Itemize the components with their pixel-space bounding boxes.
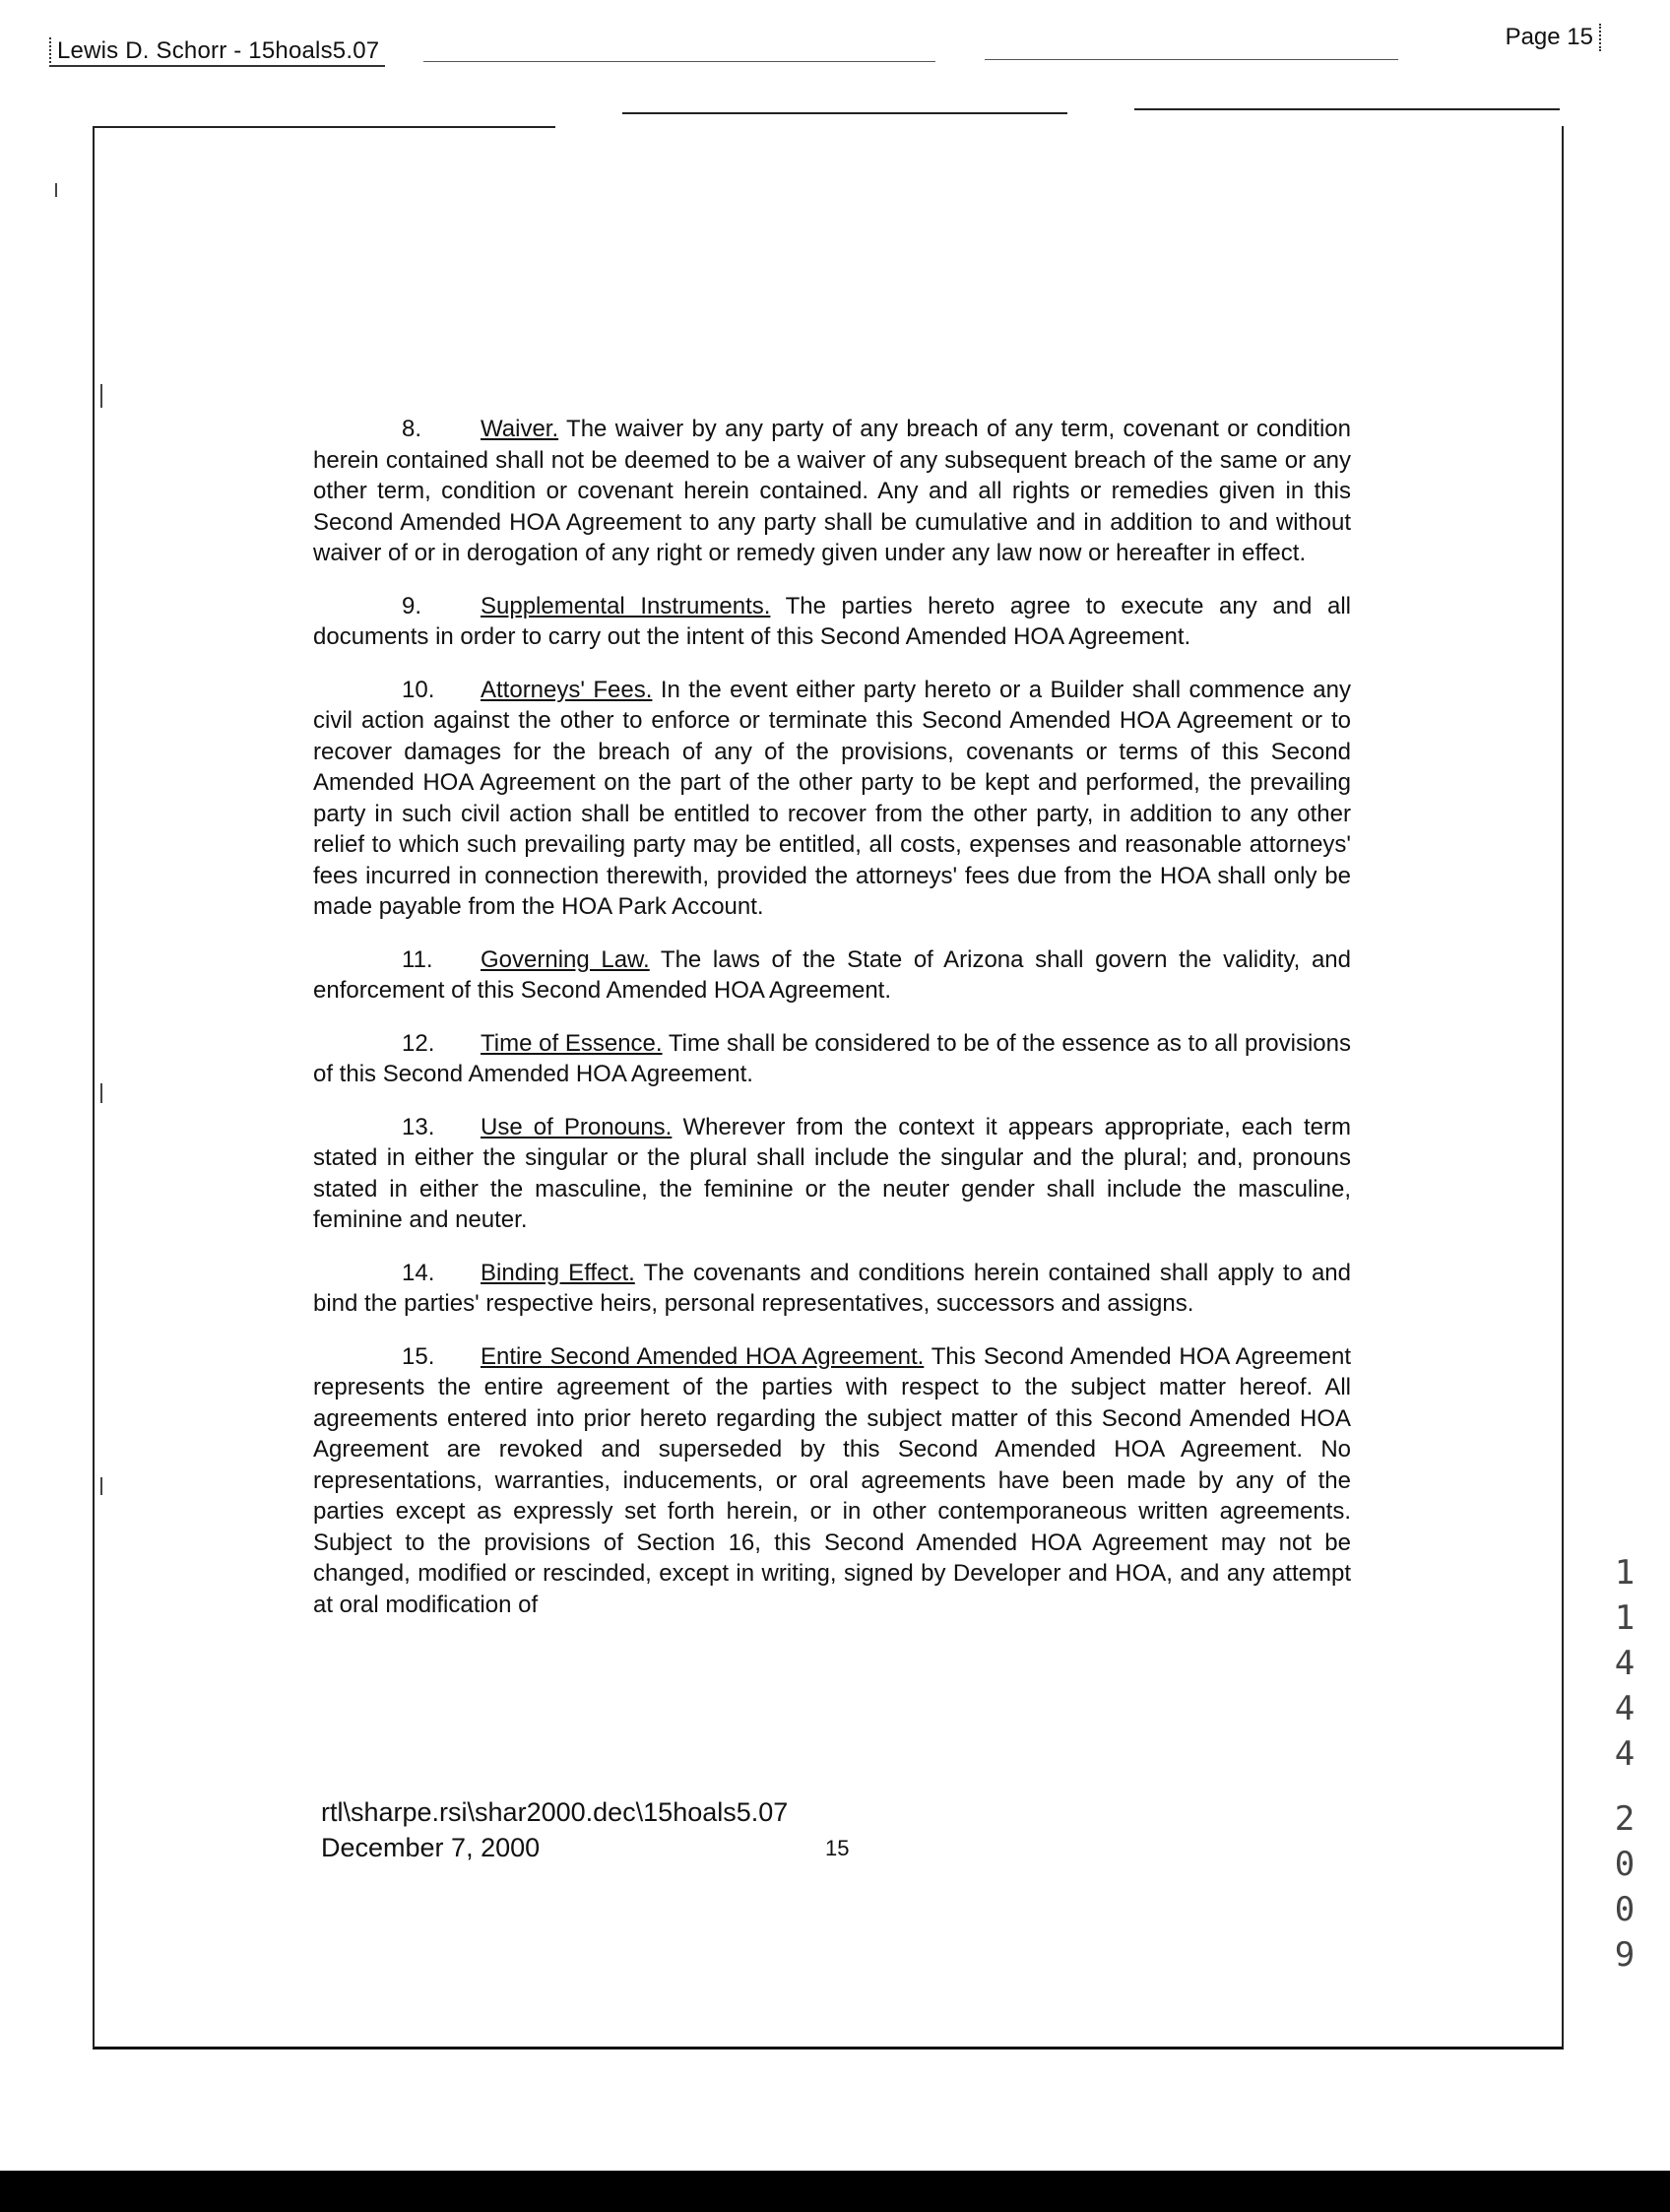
section-text: The laws of the State of Arizona shall govern the validity, and enforcement of this Second Amended HOA Agreement.: [313, 945, 1351, 1004]
section-text: Wherever from the context it appears appropriate, each term stated in either the singular or the plural shall include the singular and the plural; and, pronouns stated in either the masculine, the feminine or the neuter gender shall include the masculine, feminine and neuter.: [313, 1113, 1352, 1233]
stamp-digit: 4: [1614, 1734, 1636, 1774]
footer-page-number: 15: [825, 1836, 850, 1860]
stamp-digit: 9: [1614, 1935, 1636, 1975]
section-number: 9.: [402, 592, 422, 619]
section-number: 13.: [402, 1113, 435, 1140]
section-text: In the event either party hereto or a Builder shall commence any civil action against the other to enforce or terminate this Second Amended HOA Agreement or to recover damages for the breach of any of the provisions, covenants or terms of this Second Amended HOA Agreement on the part of the other party to be kept and performed, the prevailing party in such civil action shall be entitled to recover from the other party, in addition to any other relief to which such prevailing party may be entitled, all costs, expenses and reasonable attorneys' fees incurred in connection therewith, provided the attorneys' fees due from the HOA shall only be made payable from the HOA Park Account.: [313, 676, 1351, 920]
frame-top-segment-3: [1134, 108, 1560, 110]
document-footer: [321, 1794, 788, 1865]
section-12: [313, 1028, 1351, 1090]
section-text: The parties hereto agree to execute any and all documents in order to carry out the intent of this Second Amended HOA Agreement.: [313, 592, 1352, 650]
section-11: [313, 944, 1351, 1007]
section-text: The waiver by any party of any breach of any term, covenant or condition herein contained shall not be deemed to be a waiver of any subsequent breach of the same or any other term, condition or covenant herein contained. Any and all rights or remedies given in this Second Amended HOA Agreement to any party shall be cumulative and in addition to and without waiver of or in derogation of any right or remedy given under any law now or hereafter in effect.: [313, 416, 1351, 566]
section-number: 14.: [402, 1259, 435, 1286]
stamp-digit: 4: [1614, 1644, 1636, 1683]
section-13: [313, 1112, 1351, 1236]
section-heading: Attorneys' Fees.: [481, 676, 653, 703]
section-number: 10.: [402, 676, 435, 703]
recording-stamp: [1605, 1550, 1644, 1978]
section-number: 15.: [402, 1342, 435, 1370]
header-rule: [423, 61, 935, 62]
section-heading: Binding Effect.: [481, 1259, 635, 1286]
header-rule-right: [985, 59, 1398, 60]
section-14: [313, 1258, 1351, 1320]
stamp-gap: [1605, 1777, 1644, 1796]
stamp-digit: 2: [1614, 1799, 1636, 1839]
section-heading: Waiver.: [481, 416, 559, 442]
section-heading: Time of Essence.: [481, 1029, 663, 1057]
scan-bottom-band: [0, 2171, 1670, 2212]
margin-mark: [100, 1477, 102, 1495]
section-number: 11.: [402, 945, 433, 973]
stamp-digit: 1: [1614, 1553, 1636, 1593]
section-number: 12.: [402, 1029, 435, 1057]
section-heading: Governing Law.: [481, 945, 650, 973]
stamp-digit: 0: [1614, 1845, 1636, 1884]
frame-top-segment-2: [622, 112, 1067, 114]
section-text: Time shall be considered to be of the essence as to all provisions of this Second Amended HOA Agreement.: [313, 1029, 1352, 1087]
section-8: [313, 414, 1351, 569]
section-10: [313, 675, 1351, 923]
section-text: The covenants and conditions herein contained shall apply to and bind the parties' respective heirs, personal representatives, successors and assigns.: [313, 1259, 1351, 1317]
section-heading: Entire Second Amended HOA Agreement.: [481, 1342, 925, 1370]
section-text: This Second Amended HOA Agreement represents the entire agreement of the parties with respect to the subject matter hereof. All agreements entered into prior hereto regarding the subject matter of this Second Amended HOA Agreement are revoked and superseded by this Second Amended HOA Agreement. No representations, warranties, inducements, or oral agreements have been made by any of the parties except as expressly set forth herein, or in other contemporaneous written agreements. Subject to the provisions of Section 16, this Second Amended HOA Agreement may not be changed, modified or rescinded, except in writing, signed by Developer and HOA, and any attempt at oral modification of: [313, 1342, 1351, 1618]
margin-mark: [100, 384, 102, 408]
stamp-digit: 1: [1614, 1598, 1636, 1638]
document-body: [313, 414, 1351, 1642]
section-number: 8.: [402, 416, 422, 442]
section-9: [313, 591, 1351, 653]
margin-mark: [55, 183, 57, 197]
footer-file-path: rtl\sharpe.rsi\shar2000.dec\15hoals5.07: [321, 1797, 789, 1827]
footer-date: December 7, 2000: [321, 1833, 541, 1862]
section-15: [313, 1341, 1351, 1621]
section-heading: Use of Pronouns.: [481, 1113, 673, 1140]
page-label: Page 15: [1506, 24, 1601, 51]
stamp-digit: 4: [1614, 1689, 1636, 1728]
stamp-digit: 0: [1614, 1890, 1636, 1929]
section-heading: Supplemental Instruments.: [481, 592, 771, 619]
document-header-title: Lewis D. Schorr - 15hoals5.07: [49, 37, 385, 67]
margin-mark: [100, 1083, 102, 1103]
